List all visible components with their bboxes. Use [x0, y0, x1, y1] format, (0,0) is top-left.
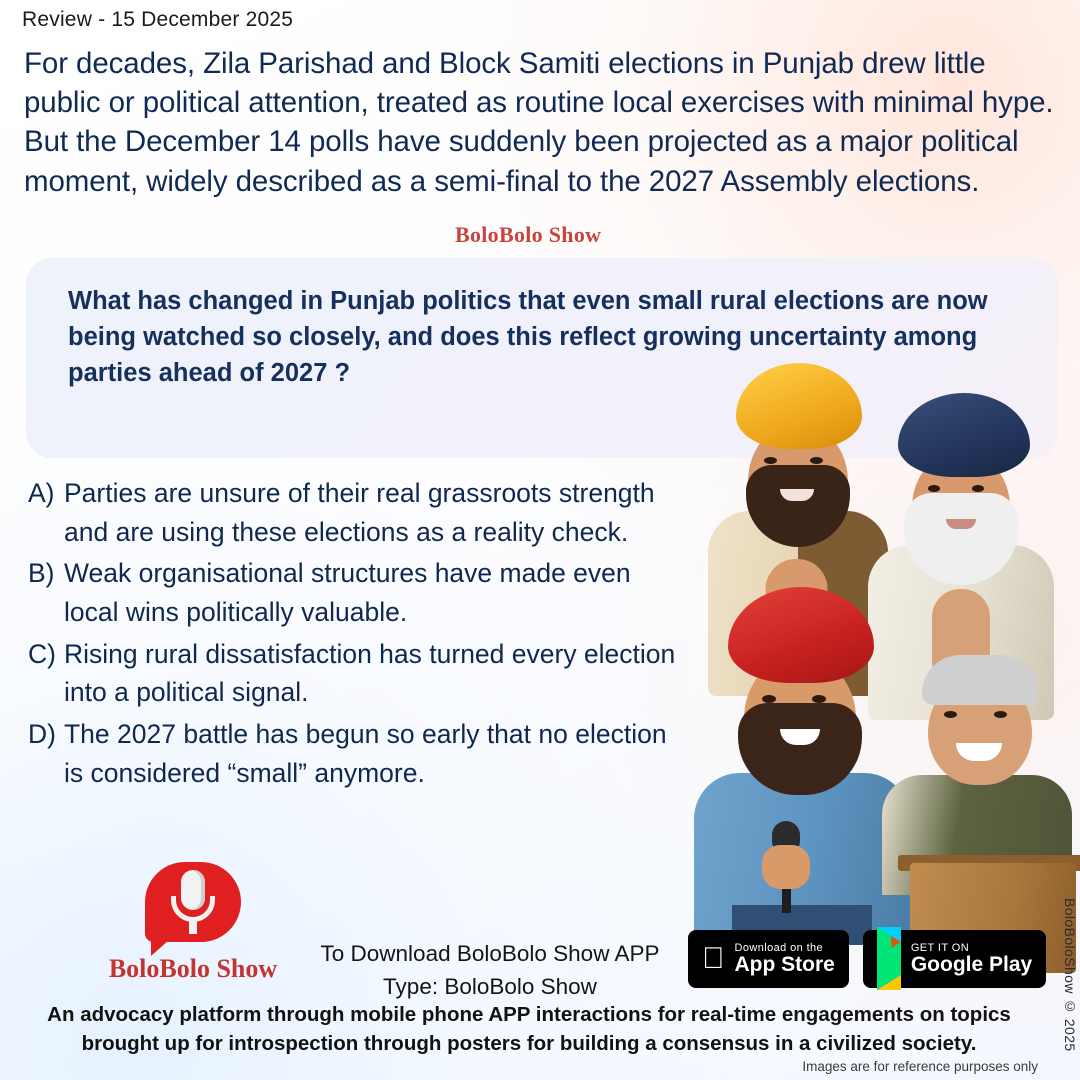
figure-eye-left — [944, 711, 957, 718]
google-play-badge[interactable] — [863, 930, 1046, 988]
option-b-letter: B) — [28, 558, 55, 589]
option-a-text: Parties are unsure of their real grassroots strength and are using these elections as a reality check. — [64, 478, 655, 547]
question-text: What has changed in Punjab politics that even small rural elections are now being watched so closely, and does this reflect growing uncertainty among parties ahead of 2027 ? — [68, 287, 988, 388]
intro-paragraph: For decades, Zila Parishad and Block Samiti elections in Punjab drew little public or political attention, treated as routine local exercises with minimal hype. But the December 14 polls have suddenly been projected as a major political moment, widely described as a semi-final to the 2027 Assembly elections. — [24, 47, 1054, 198]
figure-turban — [736, 363, 862, 449]
figure-eye-right — [812, 695, 826, 703]
figure-turban — [898, 393, 1030, 477]
figure-eye-right — [972, 485, 984, 492]
figure-hand — [762, 845, 810, 889]
option-b[interactable] — [28, 554, 688, 631]
side-copyright-text: BoloBoloShow © 2025 — [1062, 898, 1078, 1052]
center-watermark: BoloBolo Show — [455, 222, 602, 247]
disclaimer-text: Images are for reference purposes only — [802, 1059, 1038, 1074]
brand-logo-block — [108, 862, 278, 984]
figure-eye-left — [928, 485, 940, 492]
figure-eye-left — [762, 695, 776, 703]
option-d-letter: D) — [28, 719, 56, 750]
option-d[interactable] — [28, 715, 688, 792]
option-a-letter: A) — [28, 478, 55, 508]
apple-icon — [702, 944, 725, 974]
figure-turban — [728, 587, 874, 683]
microphone-stem-icon — [189, 920, 197, 934]
app-store-big-label: App Store — [712, 952, 813, 976]
store-badges — [688, 930, 1046, 988]
header-date: Review - 15 December 2025 — [22, 8, 294, 31]
app-store-small-label: Download on the — [712, 941, 801, 954]
option-d-text: The 2027 battle has begun so early that no election is considered “small” anymore. — [64, 719, 667, 788]
option-b-text: Weak organisational structures have made even local wins politically valuable. — [64, 558, 631, 628]
download-instructions — [300, 938, 680, 1003]
google-play-small-label: GET IT ON — [888, 941, 947, 954]
speech-bubble-icon — [145, 862, 241, 942]
politician-illustration — [680, 355, 1080, 940]
brand-logo-text: BoloBolo Show — [108, 954, 278, 983]
microphone-arc-icon — [171, 896, 215, 922]
figure-eye-right — [810, 457, 823, 464]
figure-hair — [922, 655, 1038, 705]
figure-eye-left — [764, 457, 777, 464]
google-play-icon — [877, 944, 901, 974]
advocacy-footer-text: An advocacy platform through mobile phone APP interactions for real-time engagements on topics brought up for introspection through posters for building a consensus in a civilized society. — [47, 1003, 1011, 1056]
app-store-badge[interactable] — [688, 930, 849, 988]
option-c[interactable] — [28, 635, 688, 712]
option-a[interactable] — [28, 474, 688, 551]
figure-eye-right — [994, 711, 1007, 718]
option-c-text: Rising rural dissatisfaction has turned every election into a political signal. — [64, 638, 676, 708]
option-c-letter: C) — [28, 638, 56, 669]
download-line-1: To Download BoloBolo Show APP — [320, 941, 660, 966]
options-list — [28, 474, 688, 796]
google-play-big-label: Google Play — [888, 952, 1010, 976]
grey-haired-leader-figure — [876, 625, 1076, 945]
download-line-2: Type: BoloBolo Show — [383, 973, 597, 999]
